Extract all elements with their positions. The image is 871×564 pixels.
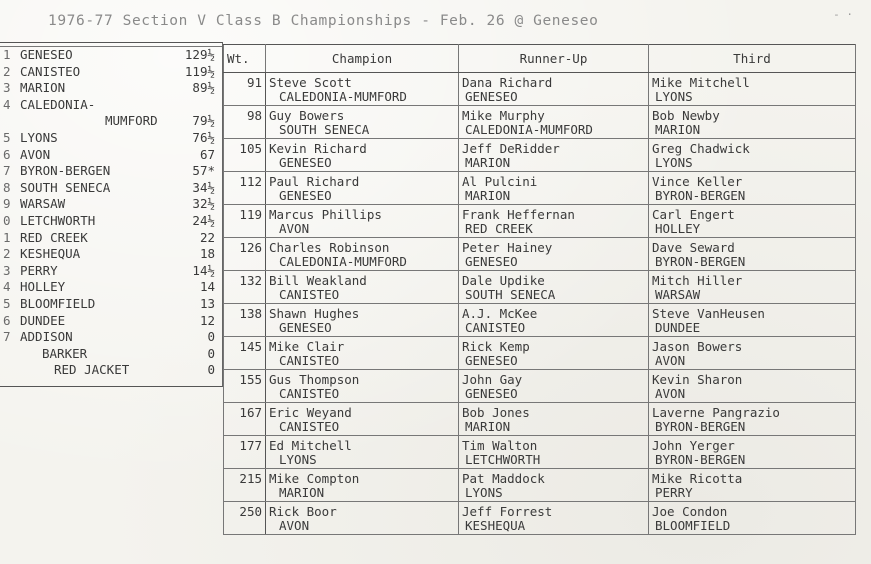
standings-points: 119½	[184, 63, 215, 79]
results-row	[224, 73, 856, 106]
wrestler-team: GENESEO	[465, 89, 518, 104]
champion-cell	[266, 139, 459, 172]
standings-row	[0, 213, 223, 229]
standings-team: CALEDONIA-	[20, 96, 96, 112]
wrestler-team: LYONS	[465, 485, 503, 500]
wrestler-team: CANISTEO	[279, 353, 340, 368]
wrestler-team: AVON	[279, 518, 310, 533]
wrestler-team: KESHEQUA	[465, 518, 526, 533]
champion-cell	[266, 271, 459, 304]
wrestler-name: Bob Jones	[462, 405, 530, 420]
third-cell	[649, 139, 856, 172]
standings-rank: 7	[3, 163, 11, 179]
standings-row	[0, 64, 223, 80]
wrestler-team: GENESEO	[279, 155, 332, 170]
team-standings	[0, 42, 223, 387]
standings-points: 0	[207, 345, 215, 361]
third-cell	[649, 271, 856, 304]
standings-points: 34½	[192, 179, 215, 195]
wrestler-team: SOUTH SENECA	[465, 287, 556, 302]
weight-class: 126	[224, 238, 266, 271]
wrestler-name: Rick Boor	[269, 504, 337, 519]
wrestler-team: BYRON-BERGEN	[655, 452, 746, 467]
standings-points: 76½	[192, 130, 215, 145]
third-cell	[649, 304, 856, 337]
wrestler-name: A.J. McKee	[462, 306, 538, 321]
wrestler-team: GENESEO	[279, 320, 332, 335]
wrestler-name: Jeff Forrest	[462, 504, 553, 519]
wrestler-name: Jeff DeRidder	[462, 141, 560, 156]
champion-cell	[266, 238, 459, 271]
runner-up-cell	[459, 469, 649, 502]
weight-class: 167	[224, 403, 266, 436]
weight-class: 215	[224, 469, 266, 502]
wrestler-name: Dale Updike	[462, 273, 545, 288]
standings-row	[0, 230, 223, 246]
wrestler-name: Greg Chadwick	[652, 141, 750, 156]
runner-up-cell	[459, 502, 649, 535]
wrestler-name: Pat Maddock	[462, 471, 545, 486]
standings-points: 13	[199, 296, 215, 311]
standings-rank: 4	[3, 96, 11, 112]
standings-rank: 2	[3, 63, 11, 79]
standings-team: BARKER	[42, 345, 88, 361]
wrestler-name: Steve VanHeusen	[652, 306, 765, 321]
wrestler-team: DUNDEE	[655, 320, 701, 335]
weight-class: 155	[224, 370, 266, 403]
wrestler-name: Guy Bowers	[269, 108, 345, 123]
third-cell	[649, 502, 856, 535]
standings-team: PERRY	[20, 262, 58, 278]
wrestler-team: CALEDONIA-MUMFORD	[465, 122, 593, 137]
runner-up-cell	[459, 172, 649, 205]
standings-rank: 3	[3, 262, 11, 278]
wrestler-name: Marcus Phillips	[269, 207, 382, 222]
runner-up-cell	[459, 304, 649, 337]
results-row	[224, 304, 856, 337]
results-row	[224, 238, 856, 271]
page-title: 1976-77 Section V Class B Championships - Feb. 26 @ Geneseo	[48, 13, 599, 29]
wrestler-team: SOUTH SENECA	[279, 122, 370, 137]
wrestler-team: AVON	[279, 221, 310, 236]
standings-rank: 0	[3, 213, 11, 228]
standings-points: 79½	[192, 113, 215, 129]
standings-row	[0, 180, 223, 196]
champion-cell	[266, 469, 459, 502]
wrestler-team: GENESEO	[279, 188, 332, 203]
third-cell	[649, 403, 856, 436]
champion-cell	[266, 370, 459, 403]
wrestler-team: GENESEO	[465, 386, 518, 401]
third-cell	[649, 337, 856, 370]
weight-class: 112	[224, 172, 266, 205]
header-third: Third	[649, 45, 856, 73]
wrestler-name: Mike Clair	[269, 339, 345, 354]
runner-up-cell	[459, 271, 649, 304]
wrestler-team: MARION	[465, 155, 511, 170]
standings-rank: 1	[3, 229, 11, 245]
results-row	[224, 436, 856, 469]
standings-team: BLOOMFIELD	[20, 296, 96, 311]
standings-team: WARSAW	[20, 196, 66, 212]
weight-class: 98	[224, 106, 266, 139]
standings-team: GENESEO	[20, 47, 73, 62]
third-cell	[649, 205, 856, 238]
standings-points: 67	[199, 146, 215, 162]
standings-points: 129½	[184, 47, 215, 62]
runner-up-cell	[459, 139, 649, 172]
wrestler-name: Gus Thompson	[269, 372, 360, 387]
wrestler-name: Steve Scott	[269, 75, 352, 90]
standings-row	[0, 80, 223, 96]
wrestler-name: Tim Walton	[462, 438, 538, 453]
standings-points: 89½	[192, 80, 215, 96]
wrestler-name: Carl Engert	[652, 207, 735, 222]
third-cell	[649, 73, 856, 106]
champion-cell	[266, 106, 459, 139]
weight-class: 105	[224, 139, 266, 172]
results-row	[224, 337, 856, 370]
standings-rank: 6	[3, 146, 11, 162]
wrestler-team: CANISTEO	[279, 419, 340, 434]
standings-points: 32½	[192, 196, 215, 212]
wrestler-team: CANISTEO	[465, 320, 526, 335]
runner-up-cell	[459, 370, 649, 403]
wrestler-team: BYRON-BERGEN	[655, 254, 746, 269]
standings-points: 57*	[192, 163, 215, 179]
standings-rank: 3	[3, 80, 11, 96]
runner-up-cell	[459, 205, 649, 238]
third-cell	[649, 370, 856, 403]
champion-cell	[266, 436, 459, 469]
standings-team: KESHEQUA	[20, 246, 81, 262]
standings-points: 12	[199, 312, 215, 328]
wrestler-name: Mike Compton	[269, 471, 360, 486]
results-row	[224, 205, 856, 238]
results-row	[224, 139, 856, 172]
standings-team: MARION	[20, 80, 66, 96]
champion-cell	[266, 304, 459, 337]
header-weight: Wt.	[224, 45, 266, 73]
standings-rank: 8	[3, 179, 11, 195]
wrestler-name: Kevin Sharon	[652, 372, 743, 387]
wrestler-team: AVON	[655, 353, 686, 368]
standings-team: MUMFORD	[105, 113, 158, 129]
standings-row	[0, 163, 223, 179]
wrestler-team: HOLLEY	[655, 221, 701, 236]
results-body	[224, 73, 856, 535]
runner-up-cell	[459, 337, 649, 370]
third-cell	[649, 238, 856, 271]
standings-row	[0, 246, 223, 262]
wrestler-team: AVON	[655, 386, 686, 401]
standings-row	[0, 362, 223, 378]
standings-row	[0, 196, 223, 212]
standings-rank: 1	[3, 47, 11, 62]
wrestler-team: BLOOMFIELD	[655, 518, 731, 533]
results-row	[224, 172, 856, 205]
results-row	[224, 502, 856, 535]
results-row	[224, 106, 856, 139]
standings-points: 14	[199, 279, 215, 295]
runner-up-cell	[459, 106, 649, 139]
header-champion: Champion	[266, 45, 459, 73]
standings-points: 14½	[192, 262, 215, 278]
wrestler-name: Mitch Hiller	[652, 273, 743, 288]
results-row	[224, 403, 856, 436]
wrestler-name: Mike Ricotta	[652, 471, 743, 486]
wrestler-team: LETCHWORTH	[465, 452, 541, 467]
standings-row	[0, 97, 223, 113]
wrestler-team: GENESEO	[465, 254, 518, 269]
wrestler-name: Bill Weakland	[269, 273, 367, 288]
standings-row	[0, 346, 223, 362]
wrestler-name: John Yerger	[652, 438, 735, 453]
wrestler-name: Laverne Pangrazio	[652, 405, 780, 420]
wrestler-team: MARION	[465, 419, 511, 434]
weight-class: 145	[224, 337, 266, 370]
wrestler-name: Joe Condon	[652, 504, 728, 519]
standings-team: CANISTEO	[20, 63, 81, 79]
standings-row	[0, 296, 223, 312]
wrestler-name: Mike Mitchell	[652, 75, 750, 90]
wrestler-team: CANISTEO	[279, 287, 340, 302]
weight-class: 250	[224, 502, 266, 535]
standings-row	[0, 329, 223, 345]
wrestler-team: MARION	[465, 188, 511, 203]
standings-team: AVON	[20, 146, 51, 162]
wrestler-name: Al Pulcini	[462, 174, 538, 189]
wrestler-name: Kevin Richard	[269, 141, 367, 156]
wrestler-name: Rick Kemp	[462, 339, 530, 354]
standings-team: BYRON-BERGEN	[20, 163, 111, 179]
standings-row	[0, 47, 223, 63]
wrestler-name: Paul Richard	[269, 174, 360, 189]
wrestler-name: Jason Bowers	[652, 339, 743, 354]
wrestler-name: Bob Newby	[652, 108, 720, 123]
wrestler-team: LYONS	[279, 452, 317, 467]
wrestler-team: BYRON-BERGEN	[655, 419, 746, 434]
wrestler-team: MARION	[655, 122, 701, 137]
wrestler-name: Shawn Hughes	[269, 306, 360, 321]
champion-cell	[266, 502, 459, 535]
standings-rank: 6	[3, 312, 11, 328]
wrestler-team: BYRON-BERGEN	[655, 188, 746, 203]
standings-rank: 5	[3, 130, 11, 145]
wrestler-name: Vince Keller	[652, 174, 743, 189]
runner-up-cell	[459, 436, 649, 469]
standings-rank: 9	[3, 196, 11, 212]
standings-team: SOUTH SENECA	[20, 179, 111, 195]
standings-row	[0, 147, 223, 163]
standings-rank: 4	[3, 279, 11, 295]
results-header-row	[224, 45, 856, 73]
weight-class: 177	[224, 436, 266, 469]
wrestler-name: Mike Murphy	[462, 108, 545, 123]
standings-team: LYONS	[20, 130, 58, 145]
weight-class: 119	[224, 205, 266, 238]
champion-cell	[266, 337, 459, 370]
weight-class: 138	[224, 304, 266, 337]
champion-cell	[266, 205, 459, 238]
scan-marks: - ·	[833, 8, 853, 21]
wrestler-name: Peter Hainey	[462, 240, 553, 255]
runner-up-cell	[459, 73, 649, 106]
standings-points: 18	[199, 246, 215, 262]
wrestler-team: LYONS	[655, 155, 693, 170]
third-cell	[649, 106, 856, 139]
wrestler-name: Dave Seward	[652, 240, 735, 255]
results-row	[224, 271, 856, 304]
wrestler-team: PERRY	[655, 485, 693, 500]
standings-team: RED JACKET	[54, 362, 130, 378]
weight-class: 91	[224, 73, 266, 106]
header-runner-up: Runner-Up	[459, 45, 649, 73]
wrestler-team: GENESEO	[465, 353, 518, 368]
wrestler-name: Eric Weyand	[269, 405, 352, 420]
standings-points: 0	[207, 362, 215, 378]
standings-rank: 5	[3, 296, 11, 311]
standings-team: DUNDEE	[20, 312, 66, 328]
wrestler-team: CALEDONIA-MUMFORD	[279, 89, 407, 104]
standings-team: ADDISON	[20, 329, 73, 345]
standings-team: LETCHWORTH	[20, 213, 96, 228]
wrestler-team: WARSAW	[655, 287, 701, 302]
weight-class: 132	[224, 271, 266, 304]
standings-team: HOLLEY	[20, 279, 66, 295]
standings-team: RED CREEK	[20, 229, 88, 245]
results-row	[224, 469, 856, 502]
wrestler-name: Charles Robinson	[269, 240, 390, 255]
wrestler-name: Dana Richard	[462, 75, 553, 90]
standings-points: 22	[199, 229, 215, 245]
standings-row	[0, 263, 223, 279]
wrestler-team: CANISTEO	[279, 386, 340, 401]
runner-up-cell	[459, 403, 649, 436]
third-cell	[649, 436, 856, 469]
wrestler-team: LYONS	[655, 89, 693, 104]
standings-points: 0	[207, 329, 215, 345]
wrestler-team: RED CREEK	[465, 221, 533, 236]
results-table	[223, 44, 856, 535]
third-cell	[649, 172, 856, 205]
runner-up-cell	[459, 238, 649, 271]
wrestler-name: Ed Mitchell	[269, 438, 352, 453]
champion-cell	[266, 73, 459, 106]
standings-row	[0, 113, 223, 129]
standings-rank: 2	[3, 246, 11, 262]
champion-cell	[266, 403, 459, 436]
standings-row	[0, 279, 223, 295]
wrestler-name: Frank Heffernan	[462, 207, 575, 222]
standings-rank: 7	[3, 329, 11, 345]
standings-row	[0, 130, 223, 146]
results-row	[224, 370, 856, 403]
third-cell	[649, 469, 856, 502]
champion-cell	[266, 172, 459, 205]
standings-points: 24½	[192, 213, 215, 228]
wrestler-name: John Gay	[462, 372, 523, 387]
wrestler-team: CALEDONIA-MUMFORD	[279, 254, 407, 269]
wrestler-team: MARION	[279, 485, 325, 500]
standings-row	[0, 313, 223, 329]
